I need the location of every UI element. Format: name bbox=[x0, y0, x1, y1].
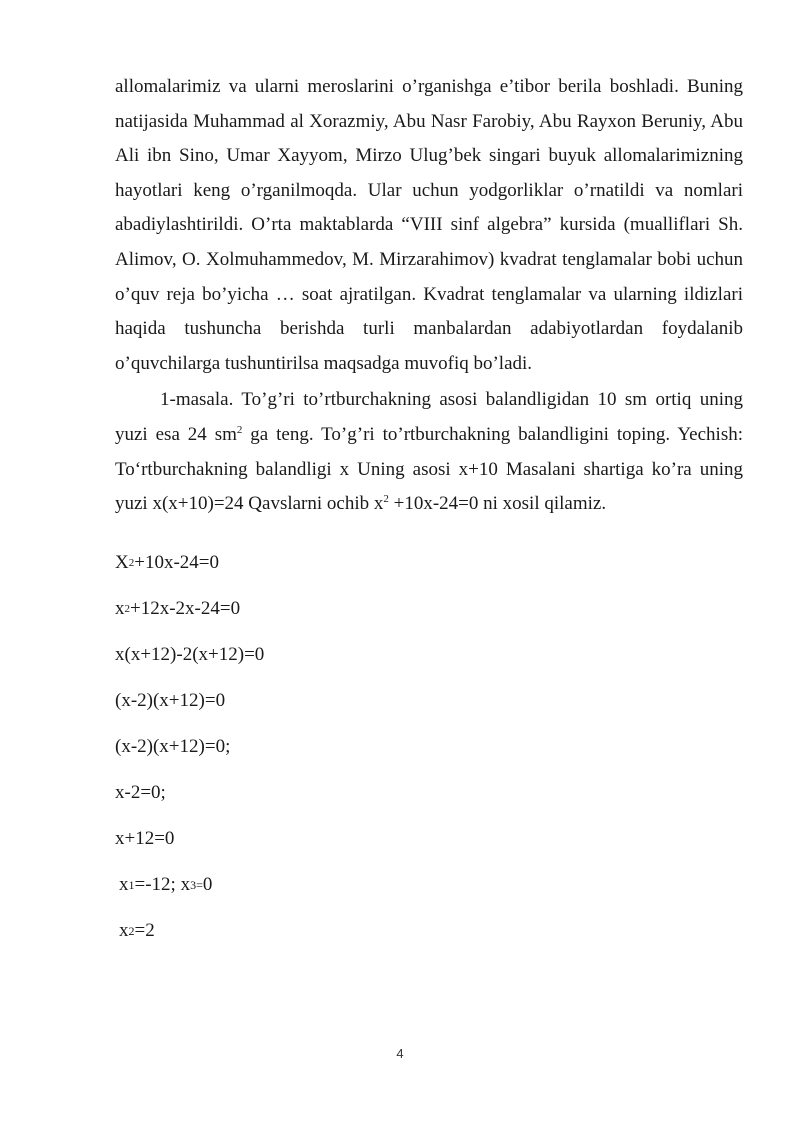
equation-base: X bbox=[115, 551, 129, 573]
problem-text-part-1: 1-masala. To’g’ri to’rtburchakning asosi balandligidan 10 sm ortiq uning yuzi esa 24 sm bbox=[115, 389, 743, 445]
equation-middle: =-12; x bbox=[134, 873, 191, 895]
equation-line: x 2 +12x-2x-24=0 bbox=[115, 597, 241, 619]
page-number: 4 bbox=[396, 1046, 404, 1061]
equation-line: x(x+12)-2(x+12)=0 bbox=[115, 643, 265, 665]
equation-line: x 1 =-12; x 3= 0 bbox=[119, 873, 213, 895]
equation-line: (x-2)(x+12)=0; bbox=[115, 735, 231, 757]
equation-line: x 2 =2 bbox=[119, 919, 155, 941]
equation-base: x bbox=[115, 597, 125, 619]
problem-paragraph bbox=[115, 383, 743, 521]
equation-rest: +10x-24=0 bbox=[134, 551, 219, 573]
equation-line: X 2 +10x-24=0 bbox=[115, 551, 219, 573]
equation-line: x-2=0; bbox=[115, 781, 166, 803]
equation-end: =2 bbox=[134, 919, 155, 941]
superscript-2: 2 bbox=[236, 423, 243, 436]
superscript-2: 2 bbox=[383, 493, 389, 506]
problem-text-part-2: ga teng. To’g’ri to’rtburchakning balandligini toping. Yechish: To‘rtburchakning balandligi x Uning asosi x+10 Masalani shartiga ko’ra uning yuzi x(x+10)=24 Qavslarni ochib x bbox=[115, 423, 743, 515]
variable-x: x bbox=[119, 919, 129, 941]
equation-line: x+12=0 bbox=[115, 827, 175, 849]
problem-text-part-3: +10x-24=0 ni xosil qilamiz. bbox=[388, 493, 607, 515]
equation-rest: +12x-2x-24=0 bbox=[130, 597, 241, 619]
equation-end: 0 bbox=[202, 873, 213, 895]
variable-x: x bbox=[119, 873, 129, 895]
document-page bbox=[115, 70, 743, 954]
body-paragraph: allomalarimiz va ularni meroslarini o’rganishga e’tibor berila boshladi. Buning natijasida Muhammad al Xorazmiy, Abu Nasr Farobiy, Abu Rayxon Beruniy, Abu Ali ibn Sino, Umar Xayyom, Mirzo Ulug’bek singari buyuk allomalarimizning hayotlari keng o’rganilmoqda. Ular uchun yodgorliklar o’rnatildi va nomlari abadiylashtirildi. O’rta maktablarda “VIII sinf algebra” kursida (mualliflari Sh. Alimov, O. Xolmuhammedov, M. Mirzarahimov) kvadrat tenglamalar bobi uchun o’quv reja bo’yicha … soat ajratilgan. Kvadrat tenglamalar va ularning ildizlari haqida tushuncha berishda turli manbalardan adabiyotlardan foydalanib o’quvchilarga tushuntirilsa maqsadga muvofiq bo’ladi. bbox=[115, 76, 743, 374]
equation-line: (x-2)(x+12)=0 bbox=[115, 689, 226, 711]
